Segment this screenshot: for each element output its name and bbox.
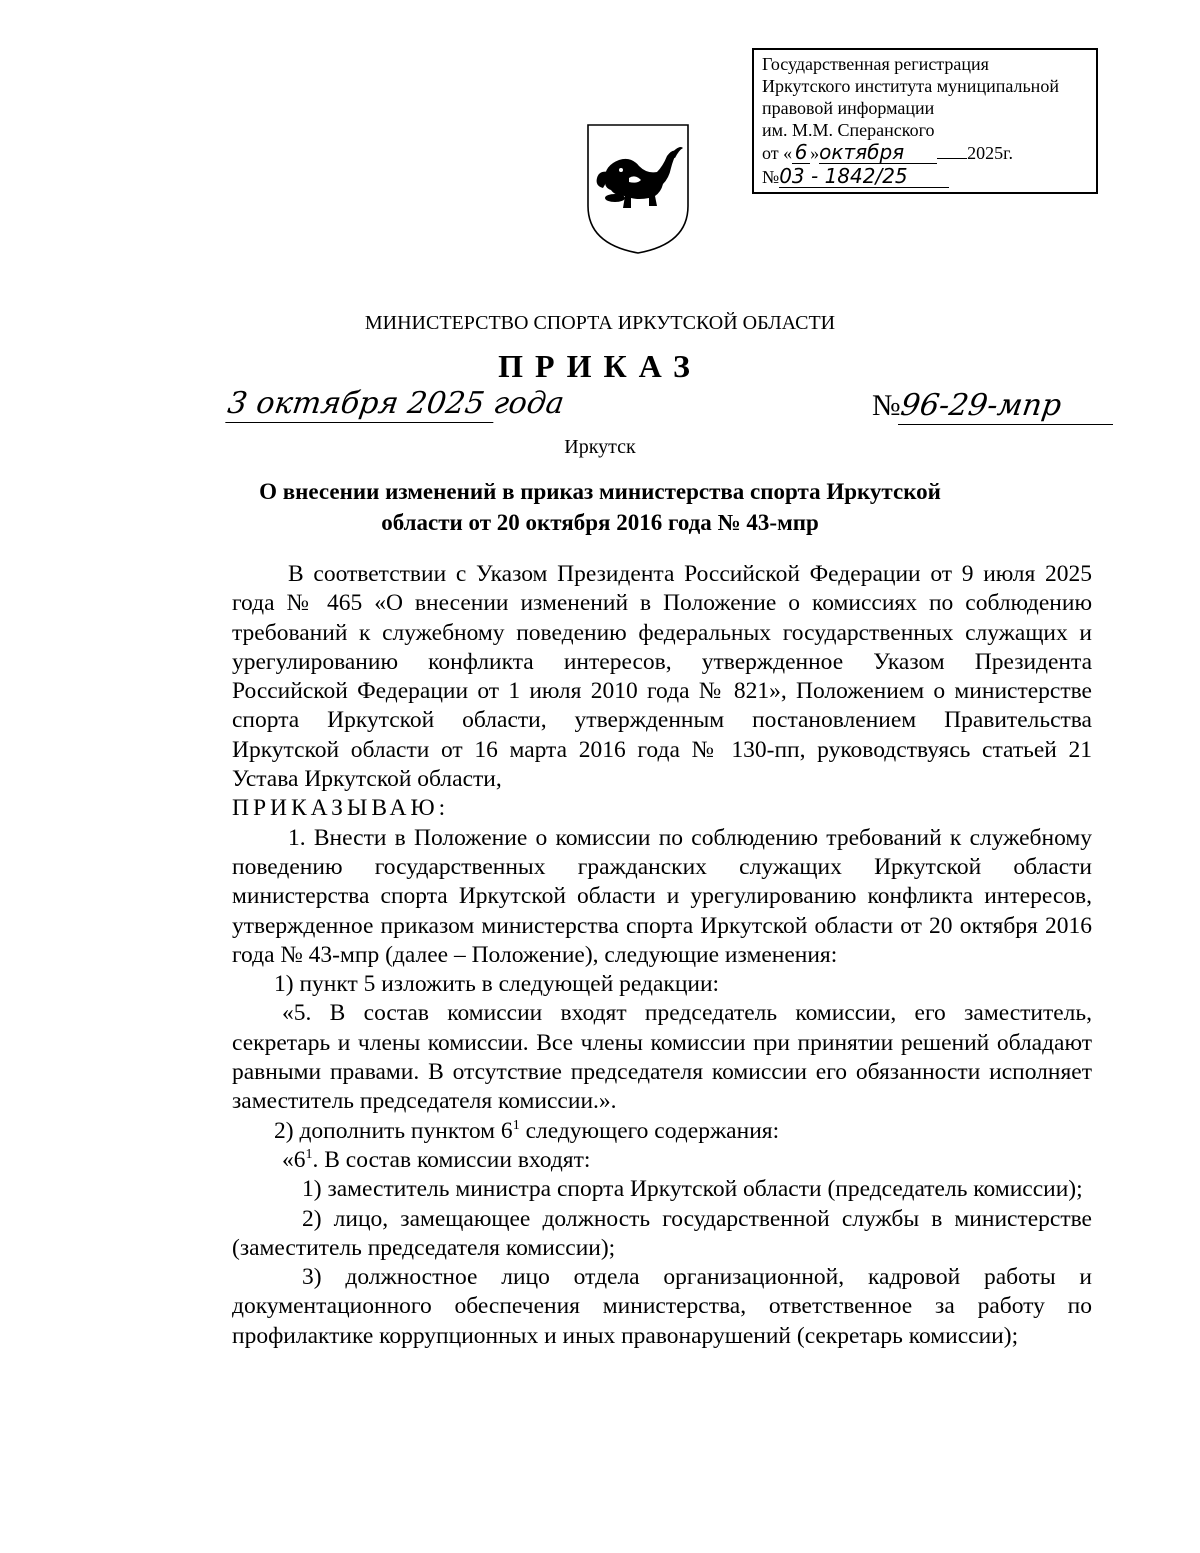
stamp-number [762,166,949,188]
order-number [872,388,1064,423]
quote-item-6-1-text: «6 [282,1146,306,1173]
preamble-paragraph: В соответствии с Указом Президента Российской Федерации от 9 июля 2025 года № 465 «О внесении изменений в Положение о комиссиях по соблюдению требований к служебному поведению федеральных государственных служащих и урегулированию конфликта интересов, утвержденное Указом Президента Российской Федерации от 1 июля 2010 года № 821», Положением о министерстве спорта Иркутской области, утвержденным постановлением Правительства Иркутской области от 16 марта 2016 года № 130-пп, руководствуясь статьей 21 Устава Иркутской области, [232,561,1092,793]
signed-date [226,386,567,421]
list-item-1: 1) заместитель министра спорта Иркутской области (председатель комиссии); [302,1176,1083,1203]
stamp-date-prefix: от « [762,143,793,163]
sub-item-2-sup: 1 [512,1117,520,1133]
coat-of-arms-emblem [585,122,691,256]
stamp-number-prefix: № [762,167,780,187]
stamp-date-year: 2025 [967,143,1004,163]
signed-date-text: 3 октября 2025 года [225,386,567,421]
stamp-date-day: 6 [792,142,810,164]
sub-item-2-rest: следующего содержания: [519,1117,780,1144]
stamp-line-2: Иркутского института муниципальной [762,76,1059,96]
signed-date-underline [225,422,493,423]
stamp-date-suffix: г. [1003,143,1013,163]
registration-stamp [752,48,1098,194]
list-item-3: 3) должностное лицо отдела организационной, кадровой работы и документационного обеспечения министерства, ответственное за работу по профилактике коррупционных и иных правонарушений (секретарь комиссии); [232,1264,1092,1349]
sub-item-2 [232,1117,1092,1146]
quote-item-6-1-sup: 1 [305,1147,313,1163]
document-type: ПРИКАЗ [498,348,702,384]
stamp-line-1: Государственная регистрация [762,54,989,74]
ministry-name: МИНИСТЕРСТВО СПОРТА ИРКУТСКОЙ ОБЛАСТИ [364,312,836,334]
city: Иркутск [564,436,636,458]
item-1-paragraph: 1. Внести в Положение о комиссии по соблюдению требований к служебному поведению государственных гражданских служащих Иркутской области министерства спорта Иркутской области и урегулированию конфликта интересов, утвержденное приказом министерства спорта Иркутской области от 20 октября 2016 года № 43-мпр (далее – Положение), следующие изменения: [232,824,1092,968]
quote-item-6-1 [232,1146,1092,1175]
sub-item-1: 1) пункт 5 изложить в следующей редакции: [274,971,720,998]
quote-item-6-1-rest: . В состав комиссии входят: [312,1146,591,1173]
sub-item-2-text: 2) дополнить пунктом 6 [274,1117,513,1144]
order-word: ПРИКАЗЫВАЮ: [232,795,450,822]
order-number-underline [898,424,1113,425]
document-title-line-1: О внесении изменений в приказ министерства спорта Иркутской [259,479,941,504]
stamp-date-month: октября [819,142,937,164]
order-number-prefix: № [872,389,901,422]
order-number-value: 96-29-мпр [898,388,1064,423]
stamp-line-3: правовой информации [762,98,935,118]
stamp-line-4: им. М.М. Сперанского [762,120,935,140]
document-title-line-2: области от 20 октября 2016 года № 43-мпр [381,510,819,535]
stamp-date-mid: » [810,143,820,163]
document-body [232,560,1092,1351]
stamp-number-value: 03 - 1842/25 [779,166,949,188]
quote-item-5: «5. В состав комиссии входят председатель комиссии, его заместитель, секретарь и члены комиссии. Все члены комиссии при принятии решений обладают равными правами. В отсутствие председателя комиссии его обязанности исполняет заместитель председателя комиссии.». [232,1000,1092,1115]
document-title [0,476,1200,538]
stamp-date [762,142,1013,164]
list-item-2: 2) лицо, замещающее должность государственной службы в министерстве (заместитель председателя комиссии); [232,1205,1092,1261]
